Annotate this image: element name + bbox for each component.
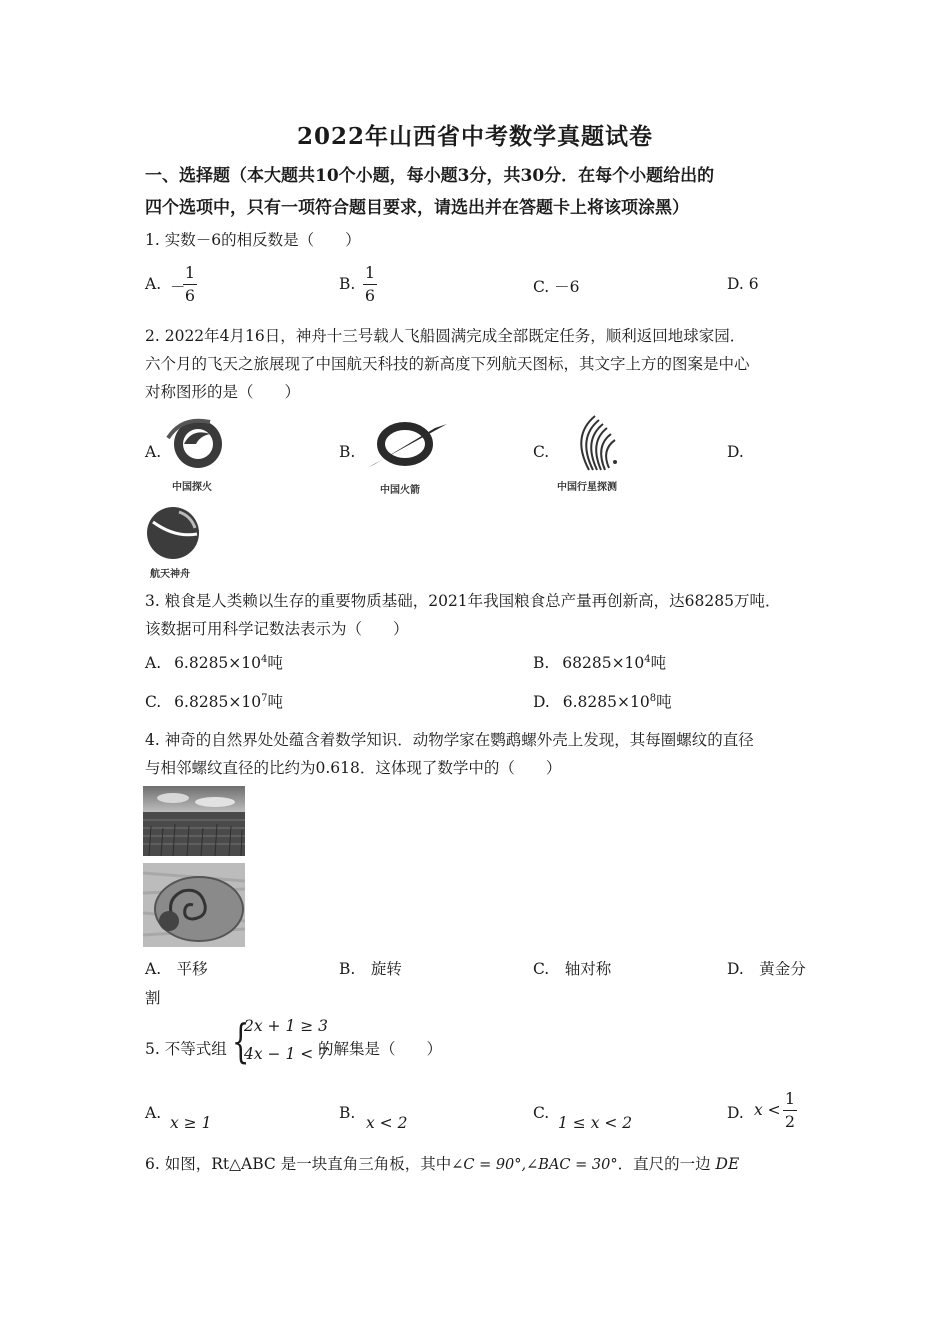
q3-option-a-exponent: 4 <box>261 653 268 665</box>
q3-option-b <box>533 651 666 673</box>
fraction-numerator: 1 <box>364 263 376 282</box>
q5-option-a-label: A. <box>145 1104 162 1122</box>
q6-segment-de: DE <box>715 1155 740 1173</box>
q3-option-a-unit: 吨 <box>267 654 283 672</box>
q3-option-b-base: 68285×10 <box>562 654 645 672</box>
q2-option-d-label: D. <box>727 443 744 461</box>
q6-triangle: Rt△ABC <box>211 1155 276 1173</box>
q1-option-a-fraction <box>183 263 197 306</box>
q2-option-a-label: A. <box>145 443 162 461</box>
q1-option-a-sign: － <box>170 278 186 296</box>
fraction-numerator: 1 <box>784 1089 796 1108</box>
q3-option-b-label: B. <box>533 654 550 672</box>
grassland-photo <box>143 786 245 856</box>
q6-stem <box>145 1150 825 1179</box>
q3-option-a-base: 6.8285×10 <box>174 654 262 672</box>
q3-option-d <box>533 690 672 712</box>
q3-option-c-base: 6.8285×10 <box>174 693 262 711</box>
section-heading-line1: 一、选择题（本大题共10个小题，每小题3分，共30分．在每个小题给出的 <box>145 166 715 186</box>
q3-option-a-label: A. <box>145 654 162 672</box>
q1-option-b-fraction <box>363 263 377 306</box>
q1-option-b-label: B. <box>339 275 356 293</box>
q4-option-d-wrap: 割 <box>145 989 161 1007</box>
q4-option-d: D. 黄金分 <box>727 960 806 978</box>
q3-option-a <box>145 651 283 673</box>
q2-option-b-label: B. <box>339 443 356 461</box>
q6-part-5: ．直尺的一边 <box>617 1155 716 1173</box>
shenzhou-logo <box>145 504 203 562</box>
q5-option-c-label: C. <box>533 1104 550 1122</box>
q1-option-a-label: A. <box>145 275 162 293</box>
q2-stem-line1: 2. 2022年4月16日，神舟十三号载人飞船圆满完成全部既定任务，顺利返回地球家园． <box>145 327 746 345</box>
q3-option-c-label: C. <box>145 693 162 711</box>
q3-stem-line1: 3. 粮食是人类赖以生存的重要物质基础，2021年我国粮食总产量再创新高，达68285万吨． <box>145 592 781 610</box>
logo-caption-b: 中国火箭 <box>380 485 420 496</box>
q5-option-b-label: B. <box>339 1104 356 1122</box>
q3-option-b-exponent: 4 <box>644 653 651 665</box>
q5-suffix: 的解集是（ ） <box>318 1040 443 1058</box>
q1-stem: 1. 实数－6的相反数是（ ） <box>145 231 361 249</box>
q5-prefix: 5. 不等式组 <box>145 1040 227 1058</box>
q4-stem-line1: 4. 神奇的自然界处处蕴含着数学知识．动物学家在鹦鹉螺外壳上发现，其每圈螺纹的直径 <box>145 731 754 749</box>
q5-option-b-expr: x < 2 <box>366 1114 408 1132</box>
page-title: 2022年山西省中考数学真题试卷 <box>296 123 653 150</box>
planetary-exploration-logo <box>565 412 625 476</box>
fraction-bar <box>783 1110 797 1111</box>
q5-option-d-expr: x < <box>754 1101 781 1119</box>
q3-stem-line2: 该数据可用科学记数法表示为（ ） <box>145 620 409 638</box>
q1-option-d: D. 6 <box>727 275 759 293</box>
q2-option-c-label: C. <box>533 443 550 461</box>
q3-option-d-label: D. <box>533 693 550 711</box>
rocket-logo <box>365 420 449 472</box>
q3-option-c-unit: 吨 <box>267 693 284 711</box>
q4-option-c: C. 轴对称 <box>533 960 612 978</box>
q1-option-c: C. －6 <box>533 278 580 296</box>
q3-option-c-exponent: 7 <box>261 692 268 704</box>
mars-exploration-logo <box>162 414 232 474</box>
fraction-denominator: 2 <box>784 1112 796 1131</box>
q5-option-d-fraction <box>783 1089 797 1132</box>
q5-option-d-label: D. <box>727 1104 744 1122</box>
q4-option-a: A. 平移 <box>145 960 208 978</box>
q3-option-d-exponent: 8 <box>649 692 657 704</box>
q2-stem-line3: 对称图形的是（ ） <box>145 383 301 401</box>
q4-stem-line2: 与相邻螺纹直径的比约为0.618．这体现了数学中的（ ） <box>145 759 562 777</box>
q3-option-c <box>145 690 283 712</box>
fraction-denominator: 6 <box>364 286 376 305</box>
logo-caption-a: 中国探火 <box>172 482 212 493</box>
q5-brace: { <box>231 1014 250 1068</box>
q3-option-b-unit: 吨 <box>650 654 667 672</box>
q4-option-b: B. 旋转 <box>339 960 402 978</box>
q6-part-1: 6. 如图， <box>145 1155 212 1173</box>
nautilus-shell-photo <box>143 863 245 947</box>
q6-part-3: 是一块直角三角板，其中 <box>275 1155 452 1173</box>
q5-inequality-1: 2x + 1 ≥ 3 <box>244 1017 329 1035</box>
q3-option-d-unit: 吨 <box>656 693 672 711</box>
fraction-bar <box>363 284 377 285</box>
logo-caption-d: 航天神舟 <box>150 569 190 580</box>
q6-angles: ∠C = 90°,∠BAC = 30° <box>451 1157 618 1173</box>
fraction-numerator: 1 <box>184 263 196 282</box>
q2-stem-line2: 六个月的飞天之旅展现了中国航天科技的新高度下列航天图标，其文字上方的图案是中心 <box>145 355 750 373</box>
fraction-bar <box>183 284 197 285</box>
fraction-denominator: 6 <box>184 286 196 305</box>
q5-option-c-expr: 1 ≤ x < 2 <box>558 1114 633 1132</box>
q3-option-d-base: 6.8285×10 <box>562 693 650 711</box>
q5-inequality-2: 4x − 1 < 7 <box>244 1045 329 1063</box>
q5-option-a-expr: x ≥ 1 <box>170 1114 212 1132</box>
section-heading-line2: 四个选项中，只有一项符合题目要求，请选出并在答题卡上将该项涂黑） <box>145 198 689 218</box>
logo-caption-c: 中国行星探测 <box>557 482 617 493</box>
